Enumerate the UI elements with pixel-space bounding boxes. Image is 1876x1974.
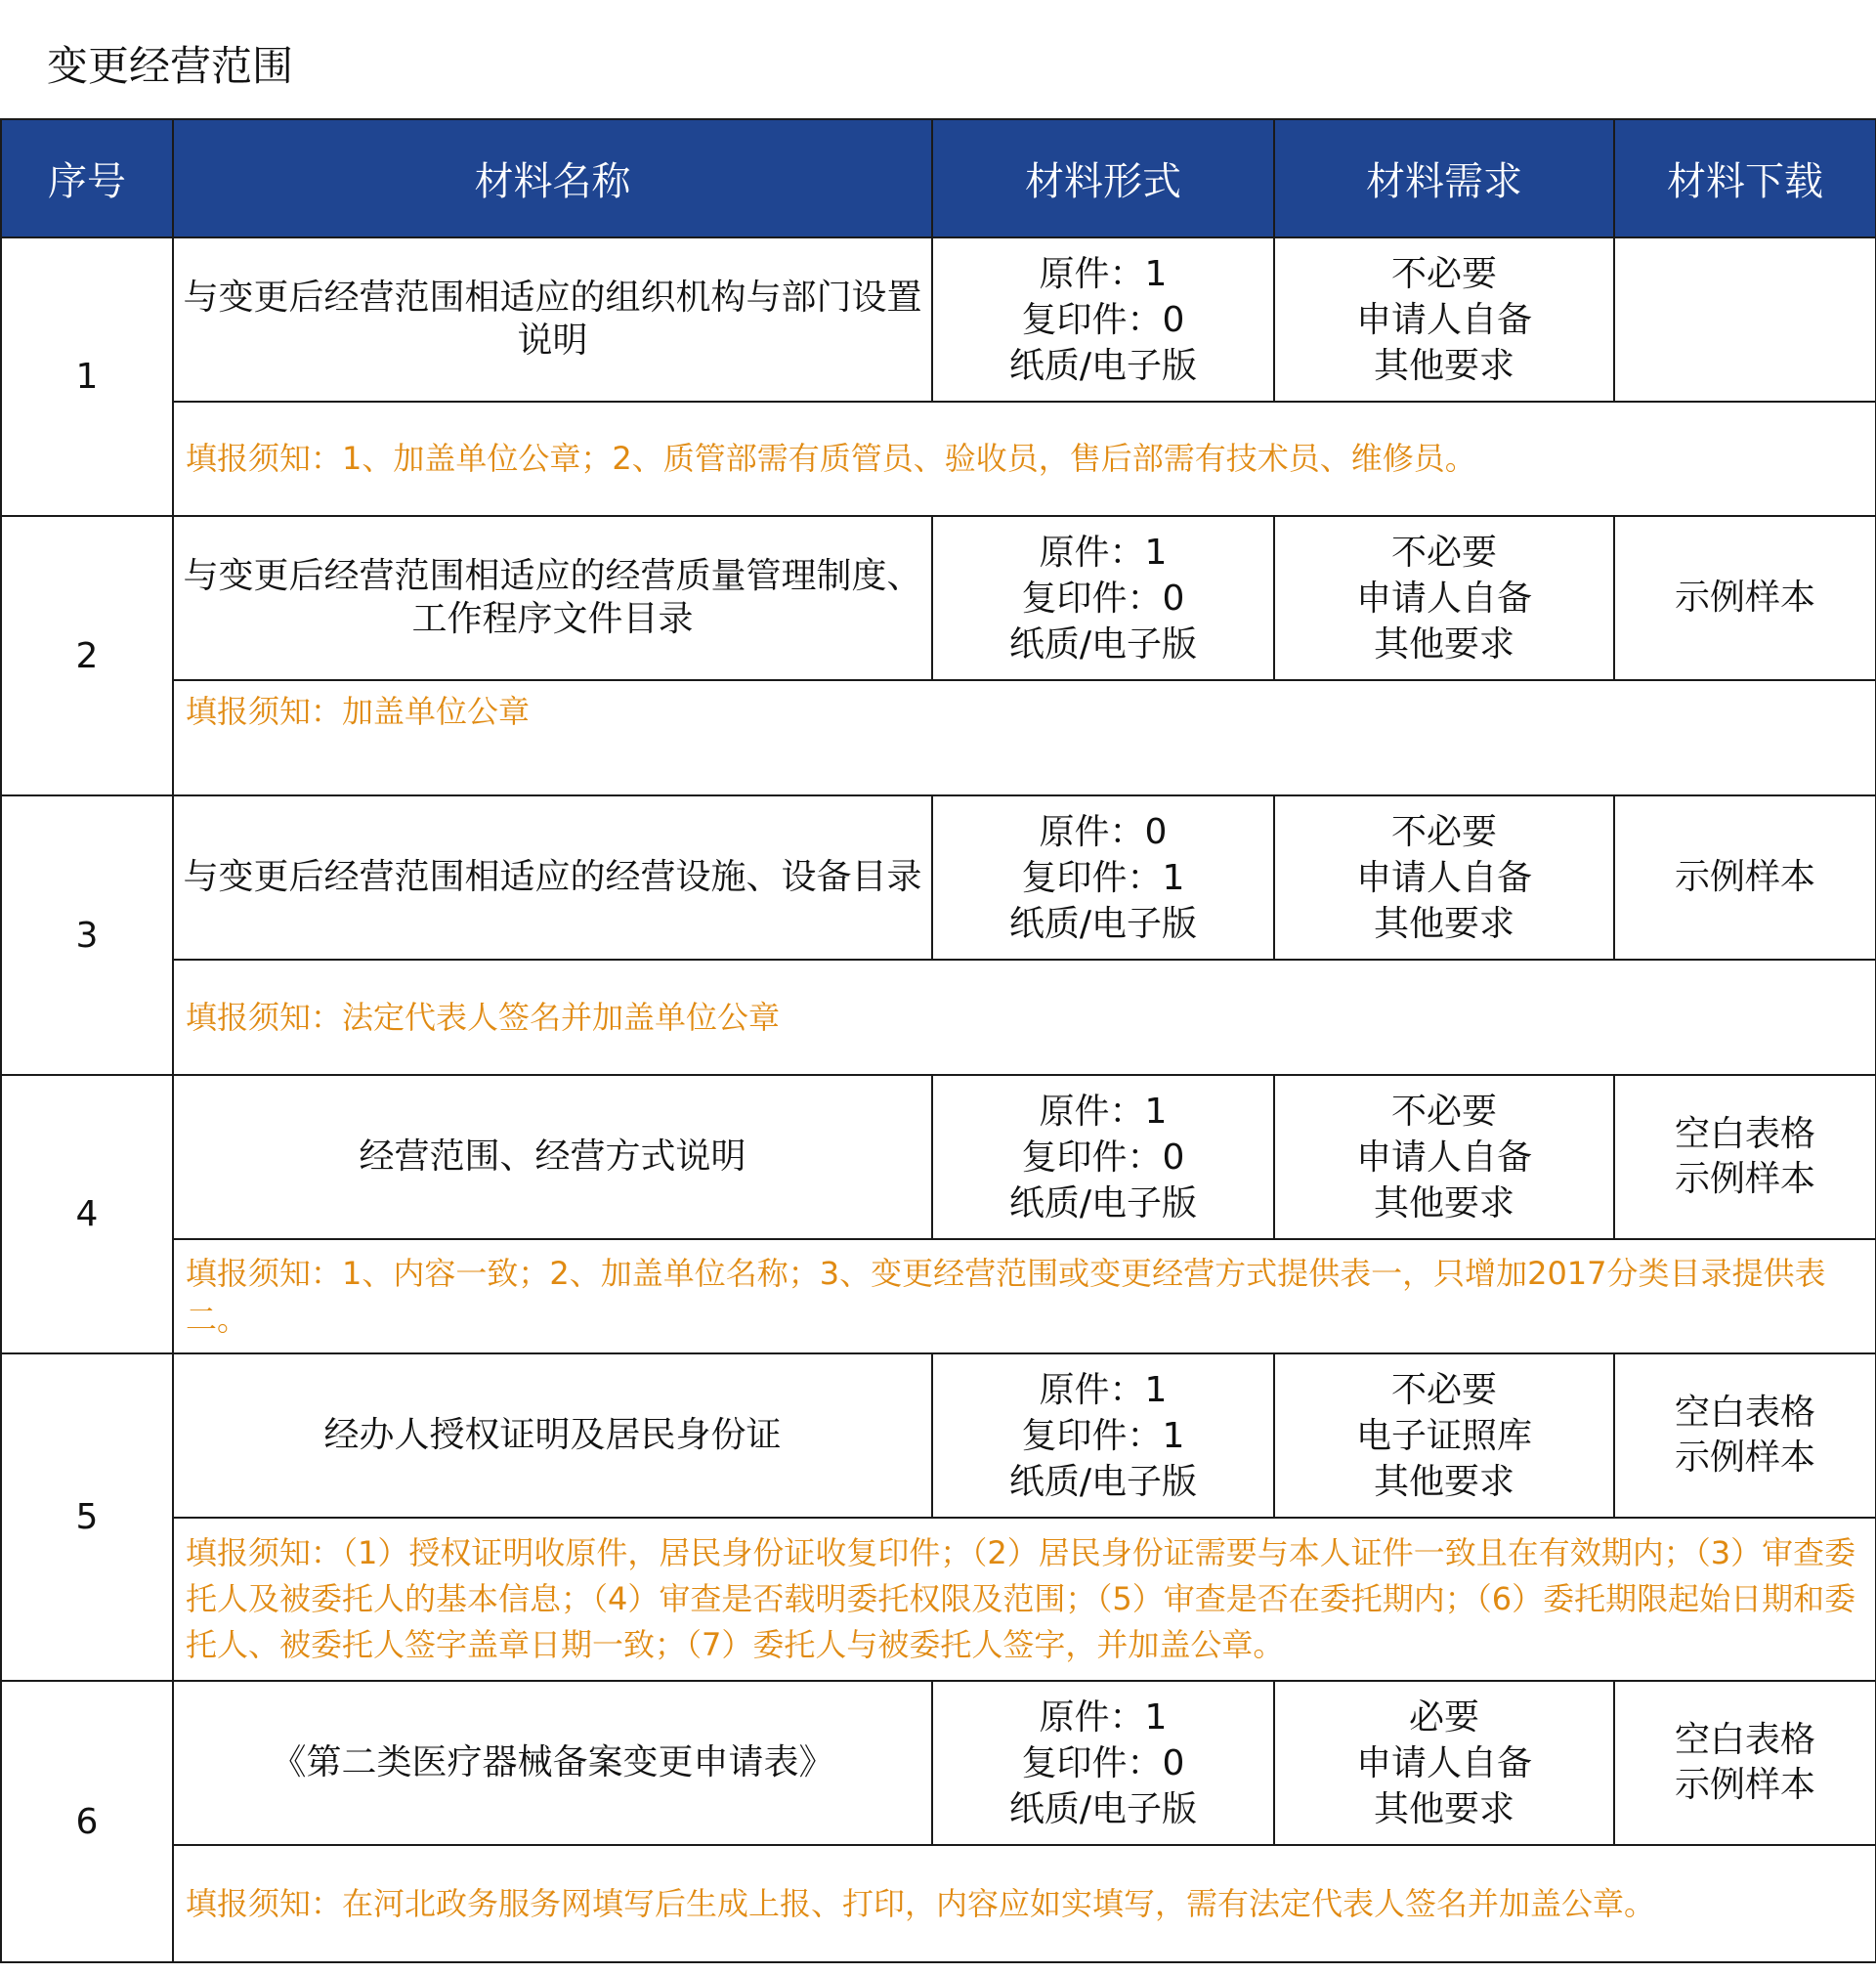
form-copy: 复印件：0 <box>1021 578 1185 619</box>
table-row <box>1 1075 1876 1239</box>
requirement-source: 申请人自备 <box>1355 1137 1532 1178</box>
form-original: 原件：1 <box>1039 1696 1168 1738</box>
form-original: 原件：1 <box>1039 532 1168 573</box>
materials-table <box>0 118 1876 1963</box>
header-material-download: 材料下载 <box>1614 119 1876 237</box>
notice-row <box>1 680 1876 795</box>
table-row <box>1 1353 1876 1518</box>
fill-notice: 填报须知：在河北政务服务网填写后生成上报、打印，内容应如实填写，需有法定代表人签名并加盖公章。 <box>173 1845 1876 1962</box>
table-row <box>1 237 1876 402</box>
notice-row <box>1 960 1876 1075</box>
requirement-other: 其他要求 <box>1373 1182 1514 1223</box>
sample-link[interactable]: 示例样本 <box>1674 1765 1815 1805</box>
row-seq: 1 <box>1 237 173 516</box>
fill-notice: 填报须知：1、内容一致；2、加盖单位名称；3、变更经营范围或变更经营方式提供表一，只增加2017分类目录提供表二。 <box>173 1239 1876 1353</box>
requirement-source: 申请人自备 <box>1355 299 1532 340</box>
requirement-necessity: 不必要 <box>1390 1091 1497 1132</box>
form-medium: 纸质/电子版 <box>1008 1182 1198 1223</box>
material-requirement <box>1274 516 1614 680</box>
sample-link[interactable]: 示例样本 <box>1674 857 1815 897</box>
material-form <box>932 1353 1274 1518</box>
material-download <box>1614 516 1876 680</box>
requirement-other: 其他要求 <box>1373 1788 1514 1829</box>
notice-row <box>1 1239 1876 1353</box>
requirement-necessity: 不必要 <box>1390 1369 1497 1410</box>
material-download <box>1614 237 1876 402</box>
form-original: 原件：1 <box>1039 1369 1168 1410</box>
material-download <box>1614 1681 1876 1845</box>
requirement-necessity: 必要 <box>1408 1696 1479 1738</box>
blank-form-link[interactable]: 空白表格 <box>1674 1720 1815 1760</box>
fill-notice: 填报须知：1、加盖单位公章；2、质管部需有质管员、验收员，售后部需有技术员、维修员。 <box>173 402 1876 516</box>
header-material-name: 材料名称 <box>173 119 932 237</box>
material-form <box>932 1681 1274 1845</box>
sample-link[interactable]: 示例样本 <box>1674 578 1815 618</box>
sample-link[interactable]: 示例样本 <box>1674 1159 1815 1199</box>
requirement-necessity: 不必要 <box>1390 253 1497 294</box>
material-requirement <box>1274 1075 1614 1239</box>
material-form <box>932 516 1274 680</box>
requirement-source: 申请人自备 <box>1355 1742 1532 1783</box>
fill-notice: 填报须知：法定代表人签名并加盖单位公章 <box>173 960 1876 1075</box>
row-seq: 6 <box>1 1681 173 1962</box>
header-material-form: 材料形式 <box>932 119 1274 237</box>
fill-notice: 填报须知：（1）授权证明收原件，居民身份证收复印件；（2）居民身份证需要与本人证件一致且在有效期内；（3）审查委托人及被委托人的基本信息；（4）审查是否载明委托权限及范围；（5）审查是否在委托期内；（6）委托期限起始日期和委托人、被委托人签字盖章日期一致；（7）委托人与被委托人签字，并加盖公章。 <box>173 1518 1876 1681</box>
blank-form-link[interactable]: 空白表格 <box>1674 1393 1815 1433</box>
material-name: 经办人授权证明及居民身份证 <box>173 1353 932 1518</box>
requirement-other: 其他要求 <box>1373 623 1514 665</box>
requirement-source: 申请人自备 <box>1355 857 1532 898</box>
row-seq: 4 <box>1 1075 173 1353</box>
form-copy: 复印件：0 <box>1021 1742 1185 1783</box>
material-requirement <box>1274 237 1614 402</box>
form-copy: 复印件：0 <box>1021 299 1185 340</box>
material-name: 与变更后经营范围相适应的经营质量管理制度、工作程序文件目录 <box>173 516 932 680</box>
fill-notice: 填报须知：加盖单位公章 <box>173 680 1876 795</box>
material-download <box>1614 795 1876 960</box>
form-medium: 纸质/电子版 <box>1008 903 1198 944</box>
blank-form-link[interactable]: 空白表格 <box>1674 1114 1815 1154</box>
material-requirement <box>1274 795 1614 960</box>
form-medium: 纸质/电子版 <box>1008 1788 1198 1829</box>
requirement-source: 电子证照库 <box>1355 1415 1532 1456</box>
material-name: 与变更后经营范围相适应的经营设施、设备目录 <box>173 795 932 960</box>
form-copy: 复印件：1 <box>1021 1415 1185 1456</box>
form-original: 原件：0 <box>1039 811 1168 852</box>
material-form <box>932 1075 1274 1239</box>
form-copy: 复印件：0 <box>1021 1137 1185 1178</box>
form-medium: 纸质/电子版 <box>1008 1461 1198 1502</box>
form-medium: 纸质/电子版 <box>1008 623 1198 665</box>
table-row <box>1 1681 1876 1845</box>
material-name: 经营范围、经营方式说明 <box>173 1075 932 1239</box>
requirement-necessity: 不必要 <box>1390 532 1497 573</box>
row-seq: 3 <box>1 795 173 1075</box>
material-form <box>932 795 1274 960</box>
requirement-necessity: 不必要 <box>1390 811 1497 852</box>
row-seq: 5 <box>1 1353 173 1681</box>
table-header-row <box>1 119 1876 237</box>
material-download <box>1614 1075 1876 1239</box>
requirement-other: 其他要求 <box>1373 903 1514 944</box>
form-copy: 复印件：1 <box>1021 857 1185 898</box>
requirement-other: 其他要求 <box>1373 1461 1514 1502</box>
form-medium: 纸质/电子版 <box>1008 345 1198 386</box>
material-name: 《第二类医疗器械备案变更申请表》 <box>173 1681 932 1845</box>
material-requirement <box>1274 1681 1614 1845</box>
row-seq: 2 <box>1 516 173 795</box>
material-requirement <box>1274 1353 1614 1518</box>
header-material-requirement: 材料需求 <box>1274 119 1614 237</box>
material-form <box>932 237 1274 402</box>
material-download <box>1614 1353 1876 1518</box>
header-seq: 序号 <box>1 119 173 237</box>
page-title: 变更经营范围 <box>47 42 294 90</box>
form-original: 原件：1 <box>1039 253 1168 294</box>
notice-row <box>1 1518 1876 1681</box>
notice-row <box>1 1845 1876 1962</box>
requirement-other: 其他要求 <box>1373 345 1514 386</box>
sample-link[interactable]: 示例样本 <box>1674 1438 1815 1478</box>
requirement-source: 申请人自备 <box>1355 578 1532 619</box>
form-original: 原件：1 <box>1039 1091 1168 1132</box>
table-row <box>1 795 1876 960</box>
table-row <box>1 516 1876 680</box>
notice-row <box>1 402 1876 516</box>
material-name: 与变更后经营范围相适应的组织机构与部门设置说明 <box>173 237 932 402</box>
